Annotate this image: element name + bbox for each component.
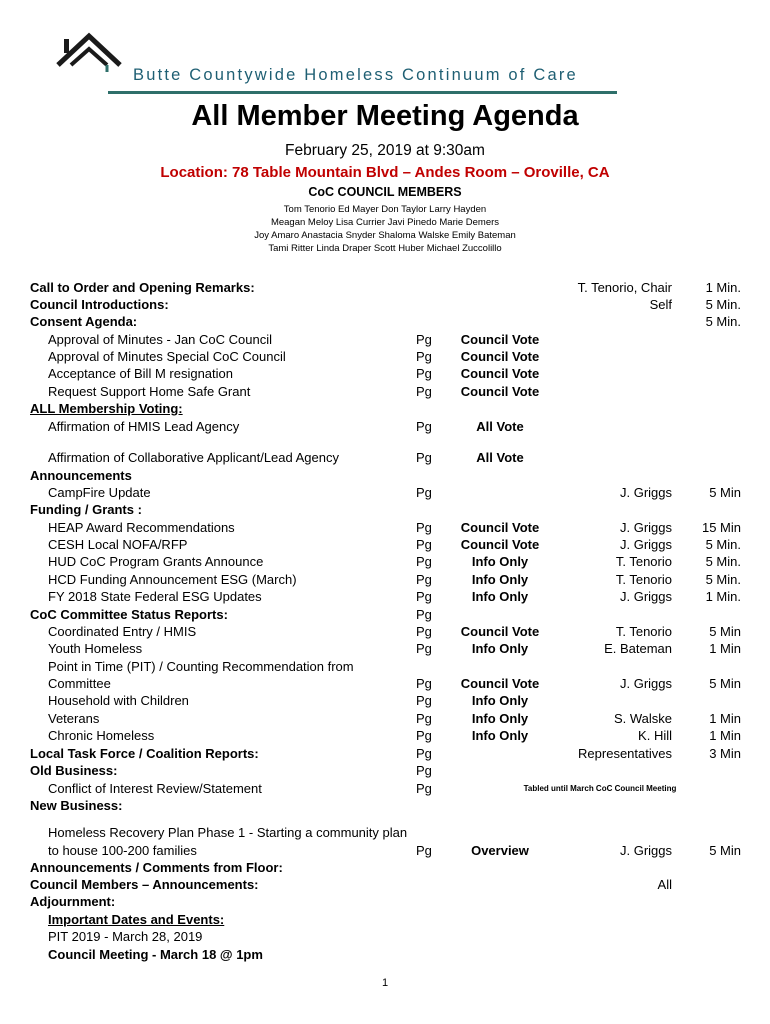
agenda-page-ref: Pg bbox=[416, 554, 432, 569]
agenda-vote-type: All Vote bbox=[476, 419, 524, 434]
agenda-row bbox=[0, 842, 770, 859]
agenda-page-ref: Pg bbox=[416, 419, 432, 434]
agenda-row bbox=[0, 911, 770, 928]
agenda-page-ref: Pg bbox=[416, 332, 432, 347]
agenda-row bbox=[0, 279, 770, 296]
agenda-time: 5 Min. bbox=[705, 297, 741, 312]
agenda-page-ref: Pg bbox=[416, 624, 432, 639]
agenda-page-ref: Pg bbox=[416, 366, 432, 381]
agenda-presenter: J. Griggs bbox=[619, 485, 672, 500]
council-member-line: Joy Amaro Anastacia Snyder Shaloma Walske Emily Bateman bbox=[254, 230, 516, 241]
council-member-line: Meagan Meloy Lisa Currier Javi Pinedo Marie Demers bbox=[270, 217, 500, 228]
agenda-item-text: Committee bbox=[48, 676, 111, 691]
agenda-item-text: Old Business: bbox=[30, 763, 118, 778]
agenda-presenter: J. Griggs bbox=[619, 520, 672, 535]
agenda-page-ref: Pg bbox=[416, 676, 432, 691]
agenda-item-text: FY 2018 State Federal ESG Updates bbox=[48, 589, 262, 604]
agenda-page-ref: Pg bbox=[416, 641, 432, 656]
agenda-time: 5 Min bbox=[709, 485, 741, 500]
agenda-page-ref: Pg bbox=[416, 843, 432, 858]
agenda-item-text: Approval of Minutes - Jan CoC Council bbox=[48, 332, 272, 347]
agenda-vote-type: Info Only bbox=[471, 641, 529, 656]
agenda-item-text: HEAP Award Recommendations bbox=[48, 520, 235, 535]
agenda-row bbox=[0, 467, 770, 484]
council-member-line: Tom Tenorio Ed Mayer Don Taylor Larry Hayden bbox=[283, 204, 487, 215]
agenda-item-text: Announcements / Comments from Floor: bbox=[30, 860, 283, 875]
agenda-item-text: Youth Homeless bbox=[48, 641, 143, 656]
agenda-item-text: Council Meeting - March 18 @ 1pm bbox=[48, 947, 263, 962]
agenda-page-ref: Pg bbox=[416, 589, 432, 604]
agenda-presenter: S. Walske bbox=[613, 711, 672, 726]
page-number: 1 bbox=[381, 977, 389, 989]
agenda-row bbox=[0, 859, 770, 876]
page-title: All Member Meeting Agenda bbox=[191, 100, 579, 132]
agenda-time: 1 Min. bbox=[705, 280, 741, 295]
agenda-row bbox=[0, 780, 770, 797]
agenda-item-text: Adjournment: bbox=[30, 894, 116, 909]
agenda-presenter: K. Hill bbox=[638, 728, 672, 743]
agenda-row bbox=[0, 658, 770, 675]
agenda-page-ref: Pg bbox=[416, 746, 432, 761]
agenda-item-text: CoC Committee Status Reports: bbox=[30, 607, 228, 622]
agenda-row bbox=[0, 484, 770, 501]
agenda-item-text: Council Introductions: bbox=[30, 297, 169, 312]
agenda-time: 5 Min. bbox=[705, 572, 741, 587]
agenda-vote-type: Info Only bbox=[471, 572, 529, 587]
agenda-vote-type: All Vote bbox=[476, 450, 524, 465]
agenda-time: 1 Min bbox=[709, 641, 741, 656]
agenda-row bbox=[0, 449, 770, 466]
agenda-presenter: Representatives bbox=[578, 746, 672, 761]
agenda-row bbox=[0, 893, 770, 910]
agenda-vote-type: Council Vote bbox=[460, 384, 540, 399]
agenda-vote-type: Council Vote bbox=[460, 624, 540, 639]
agenda-vote-type: Info Only bbox=[471, 693, 529, 708]
agenda-item-text: PIT 2019 - March 28, 2019 bbox=[48, 929, 203, 944]
agenda-presenter: All bbox=[657, 877, 672, 892]
agenda-item-text: CampFire Update bbox=[48, 485, 151, 500]
agenda-row bbox=[0, 519, 770, 536]
agenda-item-text: Affirmation of Collaborative Applicant/Lead Agency bbox=[48, 450, 339, 465]
agenda-page-ref: Pg bbox=[416, 450, 432, 465]
agenda-item-text: Request Support Home Safe Grant bbox=[48, 384, 251, 399]
agenda-page-ref: Pg bbox=[416, 349, 432, 364]
agenda-row bbox=[0, 946, 770, 963]
agenda-row bbox=[0, 588, 770, 605]
agenda-item-text: CESH Local NOFA/RFP bbox=[48, 537, 188, 552]
meeting-location: Location: 78 Table Mountain Blvd – Andes Room – Oroville, CA bbox=[160, 164, 610, 181]
agenda-page-ref: Pg bbox=[416, 384, 432, 399]
agenda-presenter: E. Bateman bbox=[604, 641, 672, 656]
agenda-row bbox=[0, 928, 770, 945]
agenda-time: 1 Min bbox=[709, 711, 741, 726]
agenda-time: 5 Min. bbox=[705, 554, 741, 569]
agenda-page-ref: Pg bbox=[416, 763, 432, 778]
agenda-item-text: Veterans bbox=[48, 711, 100, 726]
org-name: Butte Countywide Homeless Continuum of Care bbox=[133, 66, 578, 84]
agenda-item-text: Approval of Minutes Special CoC Council bbox=[48, 349, 286, 364]
meeting-date: February 25, 2019 at 9:30am bbox=[285, 142, 485, 159]
agenda-page-ref: Pg bbox=[416, 711, 432, 726]
house-logo-icon bbox=[55, 32, 125, 72]
agenda-row bbox=[0, 606, 770, 623]
agenda-row bbox=[0, 623, 770, 640]
agenda-row bbox=[0, 762, 770, 779]
header-rule bbox=[108, 91, 617, 94]
agenda-row bbox=[0, 536, 770, 553]
agenda-row bbox=[0, 675, 770, 692]
agenda-presenter: J. Griggs bbox=[619, 537, 672, 552]
agenda-row bbox=[0, 365, 770, 382]
agenda-presenter: J. Griggs bbox=[619, 843, 672, 858]
agenda-vote-type: Council Vote bbox=[460, 676, 540, 691]
agenda-item-text: Announcements bbox=[30, 468, 132, 483]
agenda-item-text: Conflict of Interest Review/Statement bbox=[48, 781, 262, 796]
agenda-row bbox=[0, 727, 770, 744]
agenda-item-text: Call to Order and Opening Remarks: bbox=[30, 280, 255, 295]
agenda-row bbox=[0, 331, 770, 348]
agenda-item-text: Homeless Recovery Plan Phase 1 - Starting a community plan bbox=[48, 825, 408, 840]
agenda-time: 1 Min. bbox=[705, 589, 741, 604]
council-members-heading: CoC COUNCIL MEMBERS bbox=[308, 185, 462, 199]
agenda-item-text: Acceptance of Bill M resignation bbox=[48, 366, 233, 381]
agenda-item-text: Coordinated Entry / HMIS bbox=[48, 624, 197, 639]
agenda-page-ref: Pg bbox=[416, 728, 432, 743]
agenda-row bbox=[0, 640, 770, 657]
agenda-item-text: Affirmation of HMIS Lead Agency bbox=[48, 419, 240, 434]
agenda-item-text: Consent Agenda: bbox=[30, 314, 138, 329]
council-member-line: Tami Ritter Linda Draper Scott Huber Michael Zuccolillo bbox=[268, 243, 502, 254]
agenda-row bbox=[0, 313, 770, 330]
agenda-page-ref: Pg bbox=[416, 537, 432, 552]
agenda-row bbox=[0, 745, 770, 762]
agenda-row bbox=[0, 797, 770, 814]
agenda-vote-type: Council Vote bbox=[460, 520, 540, 535]
agenda-item-text: HUD CoC Program Grants Announce bbox=[48, 554, 264, 569]
agenda-row bbox=[0, 348, 770, 365]
agenda-item-text: Council Members – Announcements: bbox=[30, 877, 259, 892]
agenda-time: 5 Min bbox=[709, 676, 741, 691]
agenda-item-text: to house 100-200 families bbox=[48, 843, 197, 858]
agenda-row bbox=[0, 501, 770, 518]
agenda-page-ref: Pg bbox=[416, 485, 432, 500]
agenda-time: 5 Min bbox=[709, 624, 741, 639]
agenda-vote-type: Info Only bbox=[471, 554, 529, 569]
agenda-row bbox=[0, 383, 770, 400]
agenda-presenter: J. Griggs bbox=[619, 589, 672, 604]
agenda-vote-type: Council Vote bbox=[460, 366, 540, 381]
agenda-item-text: New Business: bbox=[30, 798, 123, 813]
agenda-row bbox=[0, 571, 770, 588]
agenda-row bbox=[0, 553, 770, 570]
agenda-vote-type: Council Vote bbox=[460, 349, 540, 364]
agenda-row bbox=[0, 400, 770, 417]
agenda-time: 5 Min. bbox=[705, 537, 741, 552]
agenda-item-text: HCD Funding Announcement ESG (March) bbox=[48, 572, 297, 587]
agenda-vote-type: Info Only bbox=[471, 589, 529, 604]
agenda-vote-type: Council Vote bbox=[460, 332, 540, 347]
agenda-time: 5 Min bbox=[709, 843, 741, 858]
agenda-page-ref: Pg bbox=[416, 607, 432, 622]
agenda-row bbox=[0, 824, 770, 841]
agenda-vote-type: Council Vote bbox=[460, 537, 540, 552]
agenda-presenter: T. Tenorio bbox=[615, 624, 672, 639]
agenda-time: 1 Min bbox=[709, 728, 741, 743]
agenda-page-ref: Pg bbox=[416, 520, 432, 535]
agenda-row bbox=[0, 296, 770, 313]
agenda-item-text: Household with Children bbox=[48, 693, 189, 708]
agenda-vote-type: Tabled until March CoC Council Meeting bbox=[523, 784, 677, 793]
agenda-item-text: Funding / Grants : bbox=[30, 502, 142, 517]
agenda-page-ref: Pg bbox=[416, 781, 432, 796]
agenda-presenter: Self bbox=[649, 297, 672, 312]
agenda-presenter: T. Tenorio bbox=[615, 572, 672, 587]
agenda-page-ref: Pg bbox=[416, 693, 432, 708]
agenda-presenter: T. Tenorio, Chair bbox=[577, 280, 672, 295]
agenda-vote-type: Overview bbox=[471, 843, 529, 858]
agenda-item-text: Local Task Force / Coalition Reports: bbox=[30, 746, 259, 761]
agenda-presenter: J. Griggs bbox=[619, 676, 672, 691]
agenda-row bbox=[0, 876, 770, 893]
agenda-page-ref: Pg bbox=[416, 572, 432, 587]
agenda-vote-type: Info Only bbox=[471, 728, 529, 743]
agenda-time: 15 Min bbox=[701, 520, 741, 535]
agenda-item-text: ALL Membership Voting: bbox=[30, 401, 183, 416]
agenda-item-text: Point in Time (PIT) / Counting Recommendation from bbox=[48, 659, 354, 674]
agenda-row bbox=[0, 418, 770, 435]
agenda-time: 3 Min bbox=[709, 746, 741, 761]
agenda-item-text: Important Dates and Events: bbox=[48, 912, 225, 927]
agenda-time: 5 Min. bbox=[705, 314, 741, 329]
agenda-vote-type: Info Only bbox=[471, 711, 529, 726]
agenda-item-text: Chronic Homeless bbox=[48, 728, 155, 743]
agenda-presenter: T. Tenorio bbox=[615, 554, 672, 569]
agenda-row bbox=[0, 692, 770, 709]
agenda-row bbox=[0, 710, 770, 727]
